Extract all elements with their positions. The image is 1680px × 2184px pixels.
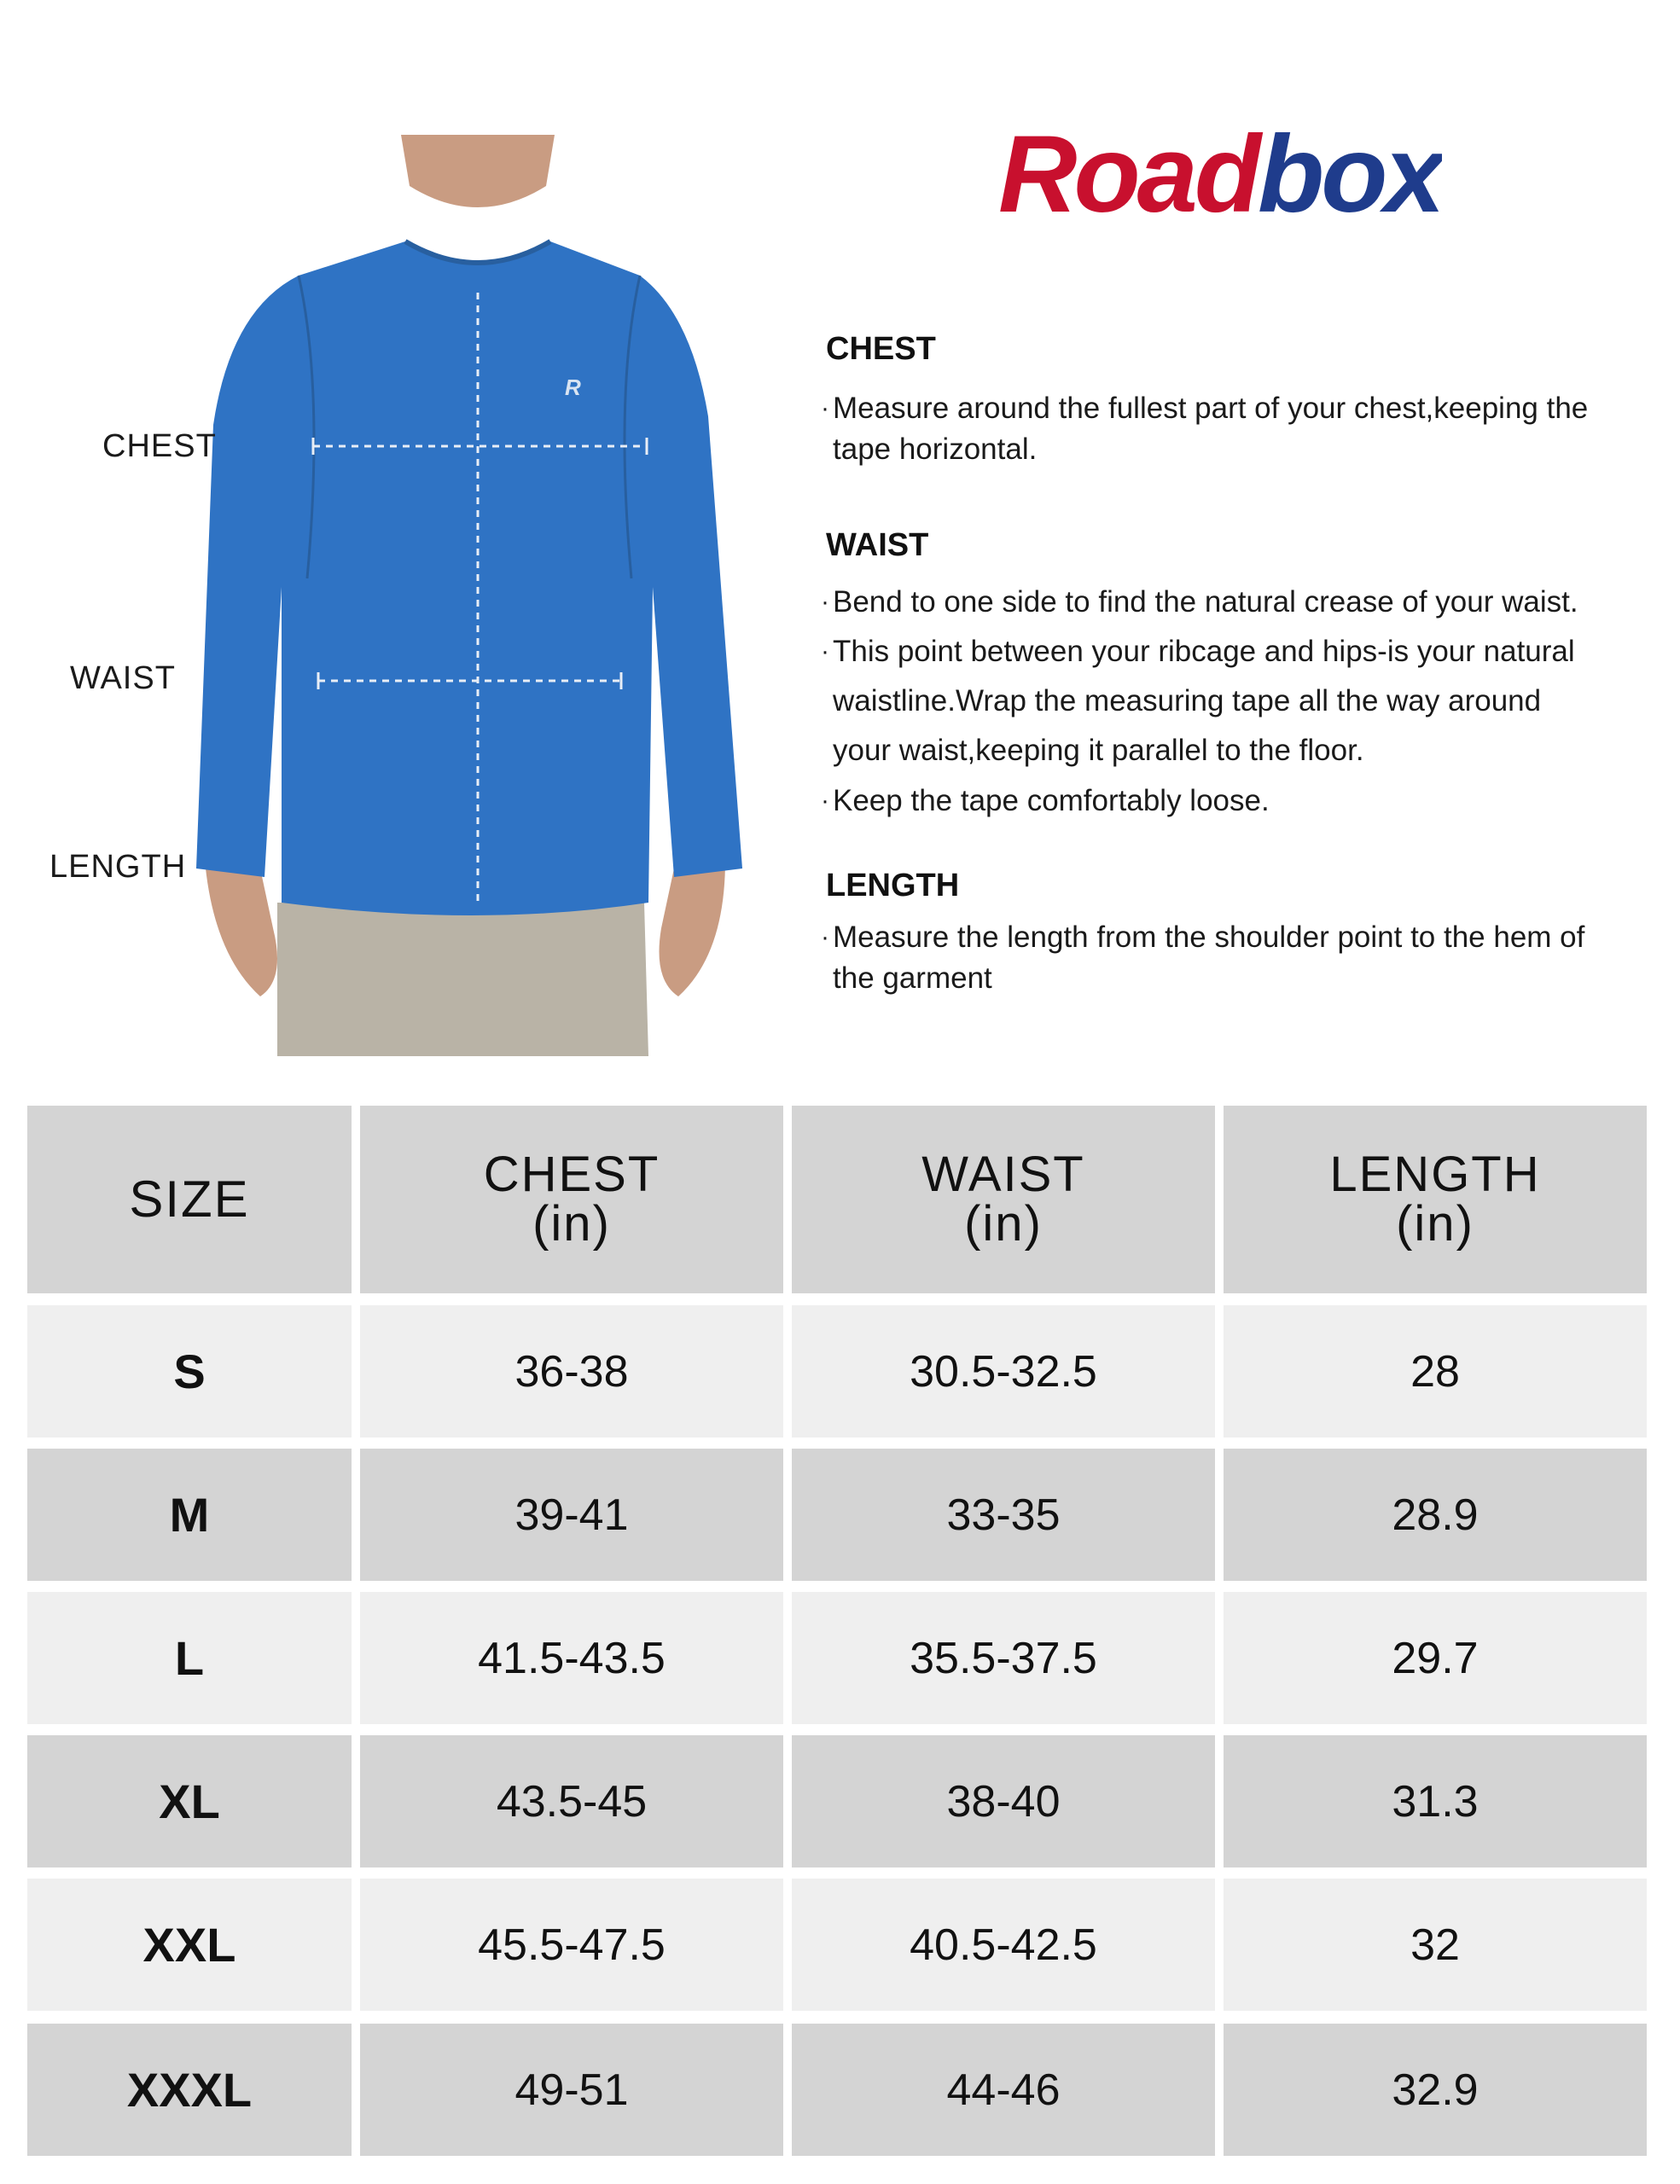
table-cell-chest: 43.5-45	[360, 1735, 783, 1867]
table-cell-waist: 30.5-32.5	[792, 1305, 1215, 1438]
shirt-illustration	[179, 135, 776, 1056]
figure-label-waist: WAIST	[70, 660, 176, 696]
guide-waist-title: WAIST	[826, 527, 929, 563]
table-cell-size: M	[27, 1449, 352, 1581]
table-cell-size: S	[27, 1305, 352, 1438]
table-cell-waist: 33-35	[792, 1449, 1215, 1581]
guide-length-bullet: · Measure the length from the shoulder point to the hem of the garment	[821, 921, 1585, 995]
table-cell-chest: 45.5-47.5	[360, 1879, 783, 2011]
guide-waist-bullet: · This point between your ribcage and hips-is your natural waistline.Wrap the measuring tape all the way around your waist,keeping it parallel to the floor.	[821, 635, 1575, 767]
table-cell-length: 32	[1224, 1879, 1647, 2011]
table-cell-length: 29.7	[1224, 1592, 1647, 1724]
guide-chest-bullet: · Measure around the fullest part of your chest,keeping the tape horizontal.	[821, 392, 1589, 466]
table-cell-size: XXXL	[27, 2024, 352, 2156]
table-cell-chest: 49-51	[360, 2024, 783, 2156]
logo-text: Roadbox	[998, 119, 1442, 230]
guide-waist-bullet: · Bend to one side to find the natural crease of your waist.	[821, 585, 1578, 619]
table-cell-length: 31.3	[1224, 1735, 1647, 1867]
svg-text:R: R	[565, 375, 581, 400]
table-cell-chest: 36-38	[360, 1305, 783, 1438]
header-waist: WAIST (in)	[792, 1106, 1215, 1293]
table-cell-length: 28	[1224, 1305, 1647, 1438]
figure-label-chest: CHEST	[102, 428, 217, 464]
guide-length-title: LENGTH	[826, 868, 960, 903]
table-cell-length: 28.9	[1224, 1449, 1647, 1581]
table-cell-size: L	[27, 1592, 352, 1724]
header-size: SIZE	[27, 1106, 352, 1293]
table-cell-size: XXL	[27, 1879, 352, 2011]
header-chest: CHEST (in)	[360, 1106, 783, 1293]
table-cell-chest: 39-41	[360, 1449, 783, 1581]
table-cell-size: XL	[27, 1735, 352, 1867]
guide-chest-title: CHEST	[826, 331, 936, 367]
table-cell-waist: 35.5-37.5	[792, 1592, 1215, 1724]
table-cell-waist: 44-46	[792, 2024, 1215, 2156]
figure-label-length: LENGTH	[49, 849, 187, 885]
table-cell-waist: 38-40	[792, 1735, 1215, 1867]
table-cell-waist: 40.5-42.5	[792, 1879, 1215, 2011]
table-cell-length: 32.9	[1224, 2024, 1647, 2156]
model-figure	[179, 135, 776, 1056]
header-length: LENGTH (in)	[1224, 1106, 1647, 1293]
guide-waist-bullet: · Keep the tape comfortably loose.	[821, 784, 1270, 817]
table-cell-chest: 41.5-43.5	[360, 1592, 783, 1724]
roadbox-logo	[998, 119, 1442, 230]
